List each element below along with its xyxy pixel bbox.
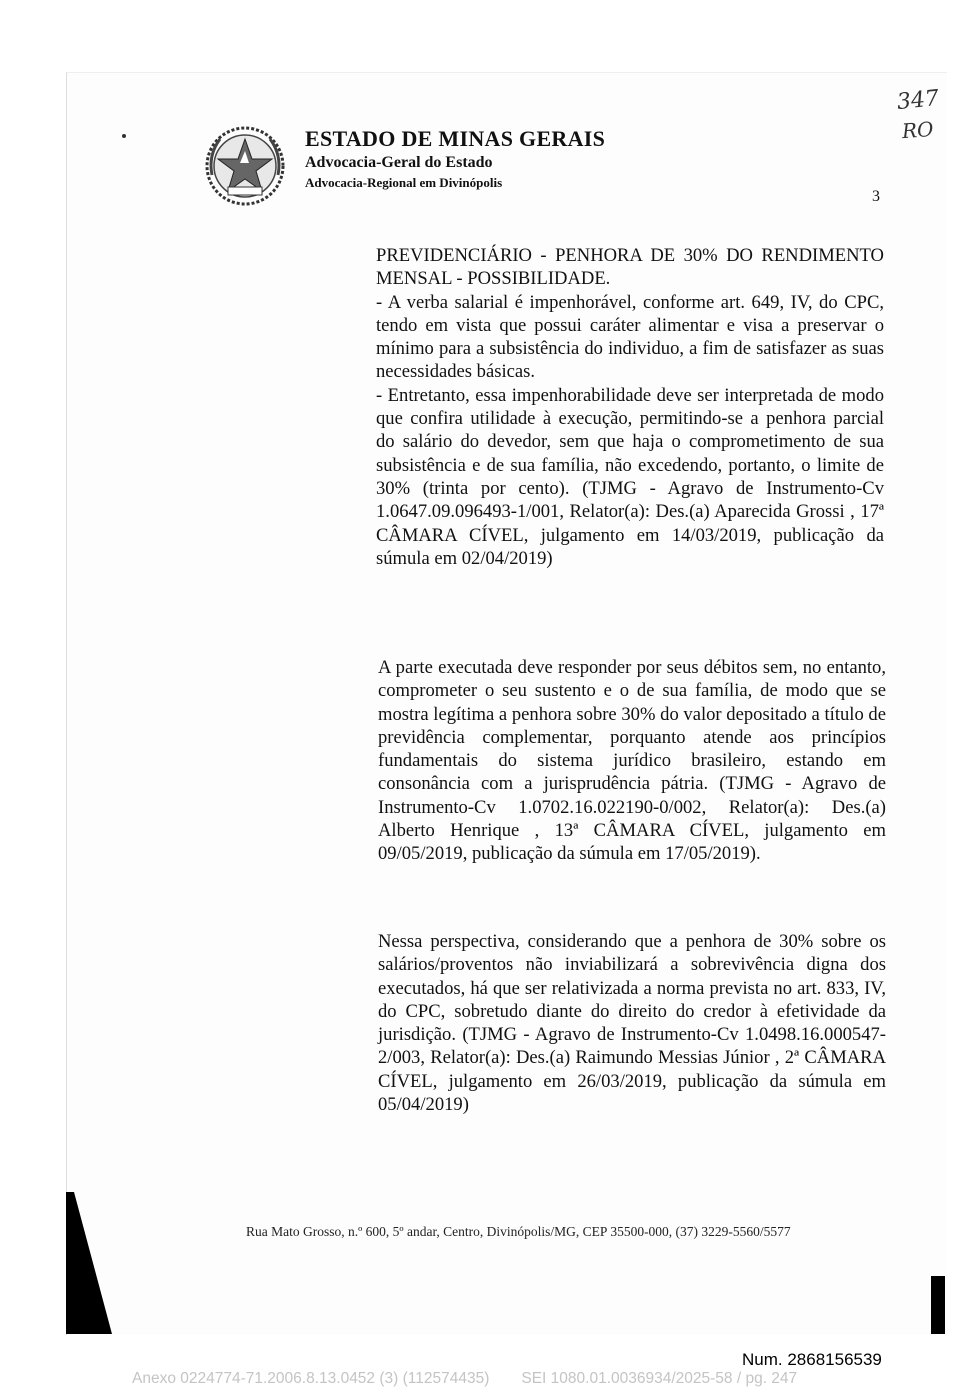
body-paragraph [378,930,886,1116]
sei-id: SEI 1080.01.0036934/2025-58 / pg. 247 [521,1370,798,1387]
scan-edge-bar [931,1276,945,1334]
paragraph-text: A parte executada deve responder por seus débitos sem, no entanto, comprometer o seu sustento e o de sua família, de modo que se mostra legítima a penhora sobre 30% do valor depositado a título de previdência complementar, porquanto atende aos princípios fundamentais do sistema jurídico brasileiro, estando em consonância com a jurisprudência pátria. (TJMG - Agravo de Instrumento-Cv 1.0702.16.022190-0/002, Relator(a): Des.(a) Alberto Henrique , 13ª CÂMARA CÍVEL, julgamento em 09/05/2019, publicação da súmula em 17/05/2019). [378,657,886,865]
scan-speck [122,134,126,138]
document-number-stamp: Num. 2868156539 [742,1350,882,1369]
handwritten-folio: 347 [895,85,941,116]
quote-line: - A verba salarial é impenhorável, conforme art. 649, IV, do CPC, tendo em vista que possui caráter alimentar e visa a preservar o mínimo para a subsistência do individuo, a fim de satisfazer as suas necessidades básicas. [376,291,884,383]
quote-line: - Entretanto, essa impenhorabilidade deve ser interpretada de modo que confira utilidade à execução, permitindo-se a penhora parcial do salário do devedor, sem que haja o comprometimento de sua subsistência e de sua família, não excedendo, portanto, o limite de 30% (trinta por cento). (TJMG - Agravo de Instrumento-Cv 1.0647.09.096493-1/001, Relator(a): Des.(a) Aparecida Grossi , 17ª CÂMARA CÍVEL, julgamento em 14/03/2019, publicação da súmula em 02/04/2019) [376,384,884,569]
agency-name: Advocacia-Geral do Estado [305,154,493,171]
address-footer: Rua Mato Grosso, n.º 600, 5º andar, Centro, Divinópolis/MG, CEP 35500-000, (37) 3229-5560/5577 [246,1224,791,1239]
state-name: ESTADO DE MINAS GERAIS [305,126,606,151]
annex-id: Anexo 0224774-71.2006.8.13.0452 (3) (112574435) [132,1370,490,1387]
page-number: 3 [872,188,880,205]
body-paragraph [378,656,886,866]
paragraph-text: Nessa perspectiva, considerando que a penhora de 30% sobre os salários/proventos não inviabilizará a sobrevivência digna dos executados, há que ser relativizada a norma prevista no art. 833, IV, do CPC, sobretudo diante do direito do credor à efetividade da jurisdição. (TJMG - Agravo de Instrumento-Cv 1.0498.16.000547-2/003, Relator(a): Des.(a) Raimundo Messias Júnior , 2ª CÂMARA CÍVEL, julgamento em 26/03/2019, publicação da súmula em 05/04/2019) [378,931,886,1116]
coat-of-arms-icon [204,125,286,207]
scan-edge-shadow [66,1192,112,1334]
jurisprudence-quote [376,244,884,570]
annex-watermark [132,1370,852,1388]
handwritten-initials: RO [901,116,935,144]
regional-office: Advocacia-Regional em Divinópolis [305,175,503,190]
quote-line: PREVIDENCIÁRIO - PENHORA DE 30% DO RENDIMENTO MENSAL - POSSIBILIDADE. [376,245,884,290]
